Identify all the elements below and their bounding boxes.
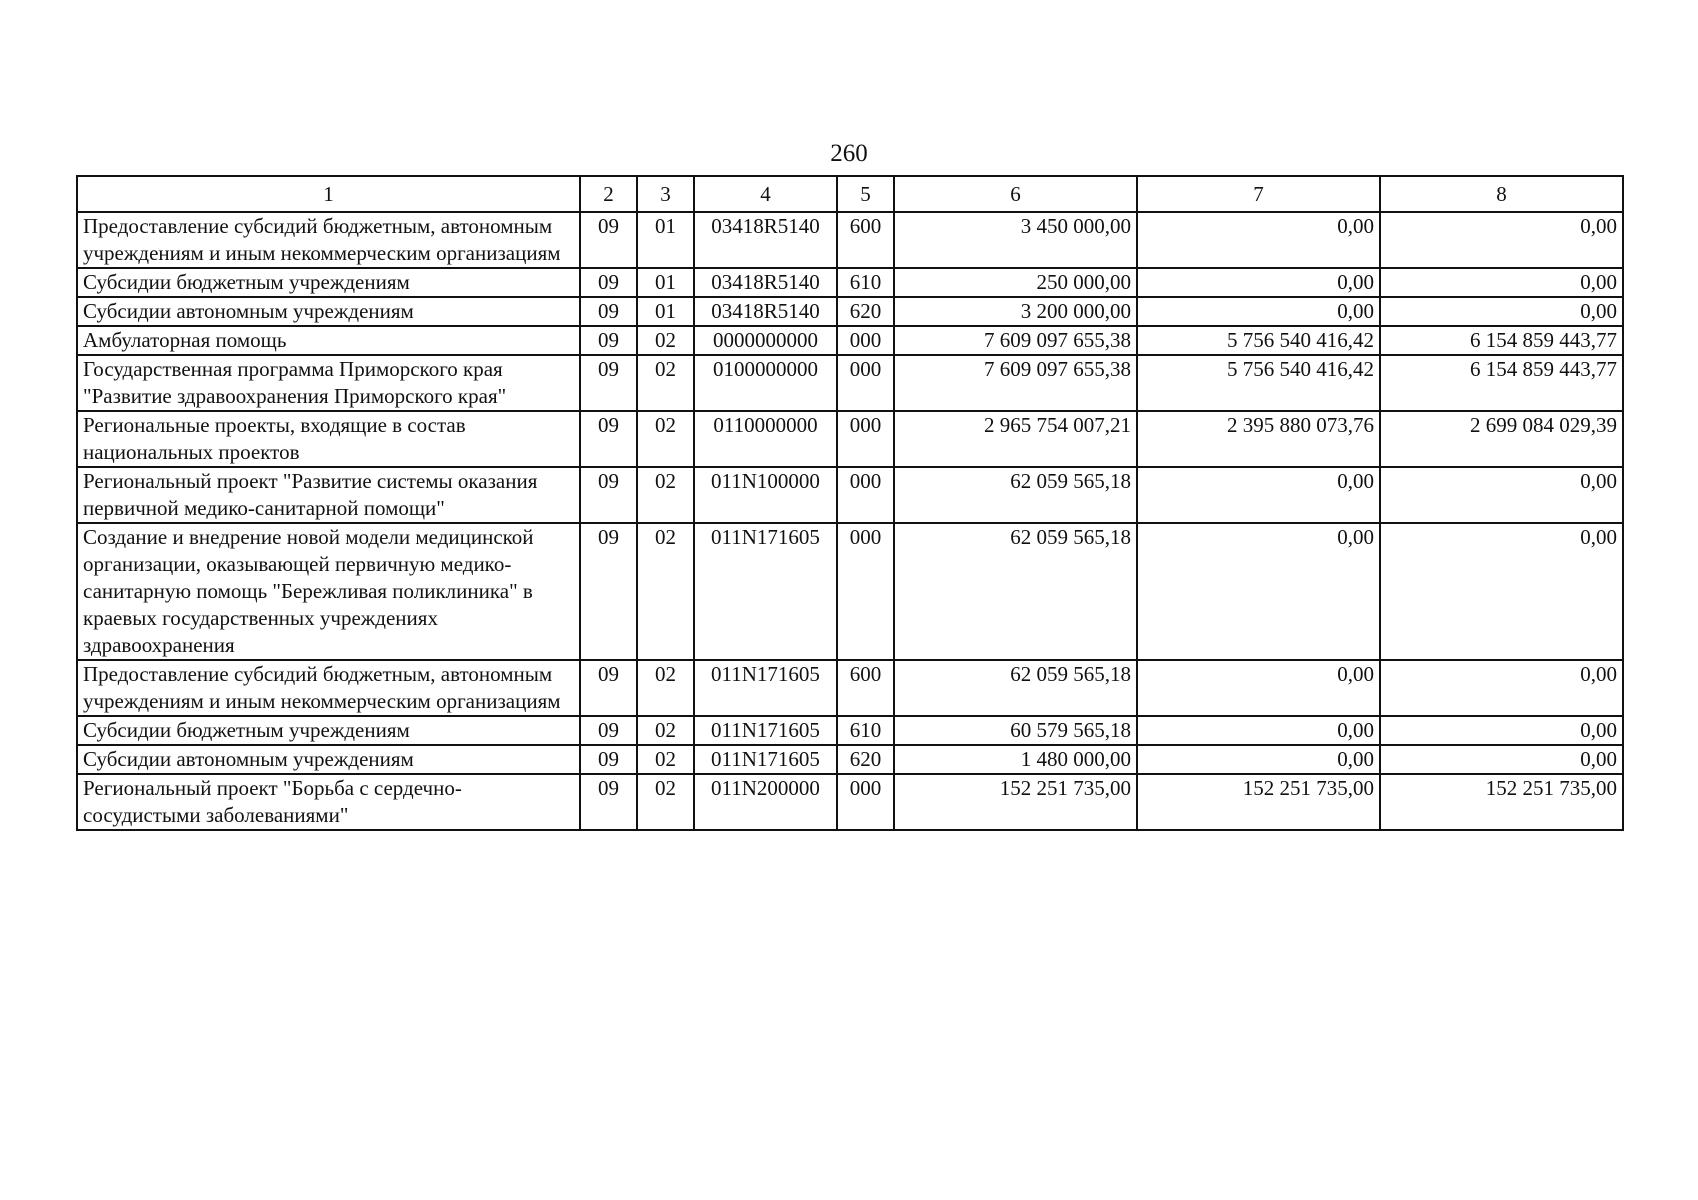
section-code: 09 [580, 212, 637, 268]
amount-col-8: 0,00 [1380, 716, 1623, 745]
column-header: 4 [694, 176, 837, 212]
amount-col-7: 5 756 540 416,42 [1137, 355, 1380, 411]
target-article-code: 03418R5140 [694, 212, 837, 268]
amount-col-8: 6 154 859 443,77 [1380, 355, 1623, 411]
row-name: Региональные проекты, входящие в состав национальных проектов [77, 411, 580, 467]
column-header: 6 [894, 176, 1137, 212]
amount-col-8: 0,00 [1380, 523, 1623, 660]
table-row [77, 467, 1623, 523]
table-row [77, 745, 1623, 774]
budget-table [76, 175, 1624, 831]
row-name: Региональный проект "Борьба с сердечно-сосудистыми заболеваниями" [77, 774, 580, 830]
amount-col-8: 0,00 [1380, 467, 1623, 523]
amount-col-8: 0,00 [1380, 660, 1623, 716]
table-row [77, 297, 1623, 326]
column-header: 2 [580, 176, 637, 212]
subsection-code: 02 [637, 523, 694, 660]
row-name: Амбулаторная помощь [77, 326, 580, 355]
amount-col-7: 0,00 [1137, 745, 1380, 774]
column-header: 8 [1380, 176, 1623, 212]
section-code: 09 [580, 774, 637, 830]
table-row [77, 660, 1623, 716]
target-article-code: 03418R5140 [694, 268, 837, 297]
row-name: Предоставление субсидий бюджетным, автономным учреждениям и иным некоммерческим организациям [77, 212, 580, 268]
table-row [77, 716, 1623, 745]
section-code: 09 [580, 355, 637, 411]
target-article-code: 011N171605 [694, 716, 837, 745]
target-article-code: 011N171605 [694, 660, 837, 716]
amount-col-6: 7 609 097 655,38 [894, 326, 1137, 355]
target-article-code: 0100000000 [694, 355, 837, 411]
row-name: Субсидии бюджетным учреждениям [77, 716, 580, 745]
subsection-code: 02 [637, 411, 694, 467]
table-row [77, 774, 1623, 830]
target-article-code: 03418R5140 [694, 297, 837, 326]
amount-col-8: 152 251 735,00 [1380, 774, 1623, 830]
amount-col-6: 62 059 565,18 [894, 523, 1137, 660]
amount-col-6: 250 000,00 [894, 268, 1137, 297]
table-row [77, 326, 1623, 355]
expense-type-code: 600 [837, 660, 894, 716]
expense-type-code: 000 [837, 355, 894, 411]
expense-type-code: 600 [837, 212, 894, 268]
table-row [77, 268, 1623, 297]
table-row [77, 411, 1623, 467]
amount-col-8: 2 699 084 029,39 [1380, 411, 1623, 467]
row-name: Региональный проект "Развитие системы оказания первичной медико-санитарной помощи" [77, 467, 580, 523]
subsection-code: 02 [637, 774, 694, 830]
amount-col-6: 2 965 754 007,21 [894, 411, 1137, 467]
expense-type-code: 610 [837, 716, 894, 745]
column-header: 1 [77, 176, 580, 212]
amount-col-7: 0,00 [1137, 660, 1380, 716]
section-code: 09 [580, 716, 637, 745]
amount-col-6: 62 059 565,18 [894, 467, 1137, 523]
target-article-code: 0000000000 [694, 326, 837, 355]
row-name: Субсидии автономным учреждениям [77, 297, 580, 326]
expense-type-code: 620 [837, 745, 894, 774]
header-row [77, 176, 1623, 212]
row-name: Государственная программа Приморского края "Развитие здравоохранения Приморского края" [77, 355, 580, 411]
amount-col-6: 152 251 735,00 [894, 774, 1137, 830]
amount-col-6: 3 200 000,00 [894, 297, 1137, 326]
amount-col-8: 6 154 859 443,77 [1380, 326, 1623, 355]
amount-col-7: 0,00 [1137, 297, 1380, 326]
subsection-code: 02 [637, 660, 694, 716]
expense-type-code: 000 [837, 523, 894, 660]
target-article-code: 011N171605 [694, 745, 837, 774]
subsection-code: 02 [637, 467, 694, 523]
section-code: 09 [580, 268, 637, 297]
section-code: 09 [580, 660, 637, 716]
amount-col-8: 0,00 [1380, 297, 1623, 326]
subsection-code: 01 [637, 212, 694, 268]
column-header: 3 [637, 176, 694, 212]
amount-col-7: 0,00 [1137, 212, 1380, 268]
target-article-code: 011N100000 [694, 467, 837, 523]
table-body [77, 212, 1623, 830]
expense-type-code: 620 [837, 297, 894, 326]
column-header: 5 [837, 176, 894, 212]
target-article-code: 0110000000 [694, 411, 837, 467]
row-name: Предоставление субсидий бюджетным, автономным учреждениям и иным некоммерческим организациям [77, 660, 580, 716]
subsection-code: 02 [637, 355, 694, 411]
section-code: 09 [580, 411, 637, 467]
amount-col-7: 0,00 [1137, 523, 1380, 660]
amount-col-6: 3 450 000,00 [894, 212, 1137, 268]
row-name: Субсидии автономным учреждениям [77, 745, 580, 774]
amount-col-7: 0,00 [1137, 716, 1380, 745]
amount-col-6: 62 059 565,18 [894, 660, 1137, 716]
row-name: Создание и внедрение новой модели медицинской организации, оказывающей первичную медико-санитарную помощь "Бережливая поликлиника" в краевых государственных учреждениях здравоохранения [77, 523, 580, 660]
expense-type-code: 000 [837, 411, 894, 467]
column-header: 7 [1137, 176, 1380, 212]
row-name: Субсидии бюджетным учреждениям [77, 268, 580, 297]
target-article-code: 011N171605 [694, 523, 837, 660]
amount-col-7: 0,00 [1137, 467, 1380, 523]
expense-type-code: 610 [837, 268, 894, 297]
amount-col-7: 152 251 735,00 [1137, 774, 1380, 830]
amount-col-6: 60 579 565,18 [894, 716, 1137, 745]
expense-type-code: 000 [837, 326, 894, 355]
section-code: 09 [580, 523, 637, 660]
table-row [77, 212, 1623, 268]
subsection-code: 02 [637, 745, 694, 774]
amount-col-8: 0,00 [1380, 745, 1623, 774]
page-number: 260 [830, 140, 868, 167]
section-code: 09 [580, 745, 637, 774]
amount-col-8: 0,00 [1380, 212, 1623, 268]
expense-type-code: 000 [837, 774, 894, 830]
subsection-code: 02 [637, 326, 694, 355]
amount-col-7: 5 756 540 416,42 [1137, 326, 1380, 355]
target-article-code: 011N200000 [694, 774, 837, 830]
section-code: 09 [580, 297, 637, 326]
amount-col-8: 0,00 [1380, 268, 1623, 297]
amount-col-7: 0,00 [1137, 268, 1380, 297]
table-row [77, 523, 1623, 660]
amount-col-6: 1 480 000,00 [894, 745, 1137, 774]
section-code: 09 [580, 326, 637, 355]
subsection-code: 02 [637, 716, 694, 745]
expense-type-code: 000 [837, 467, 894, 523]
subsection-code: 01 [637, 297, 694, 326]
subsection-code: 01 [637, 268, 694, 297]
amount-col-7: 2 395 880 073,76 [1137, 411, 1380, 467]
amount-col-6: 7 609 097 655,38 [894, 355, 1137, 411]
section-code: 09 [580, 467, 637, 523]
table-row [77, 355, 1623, 411]
